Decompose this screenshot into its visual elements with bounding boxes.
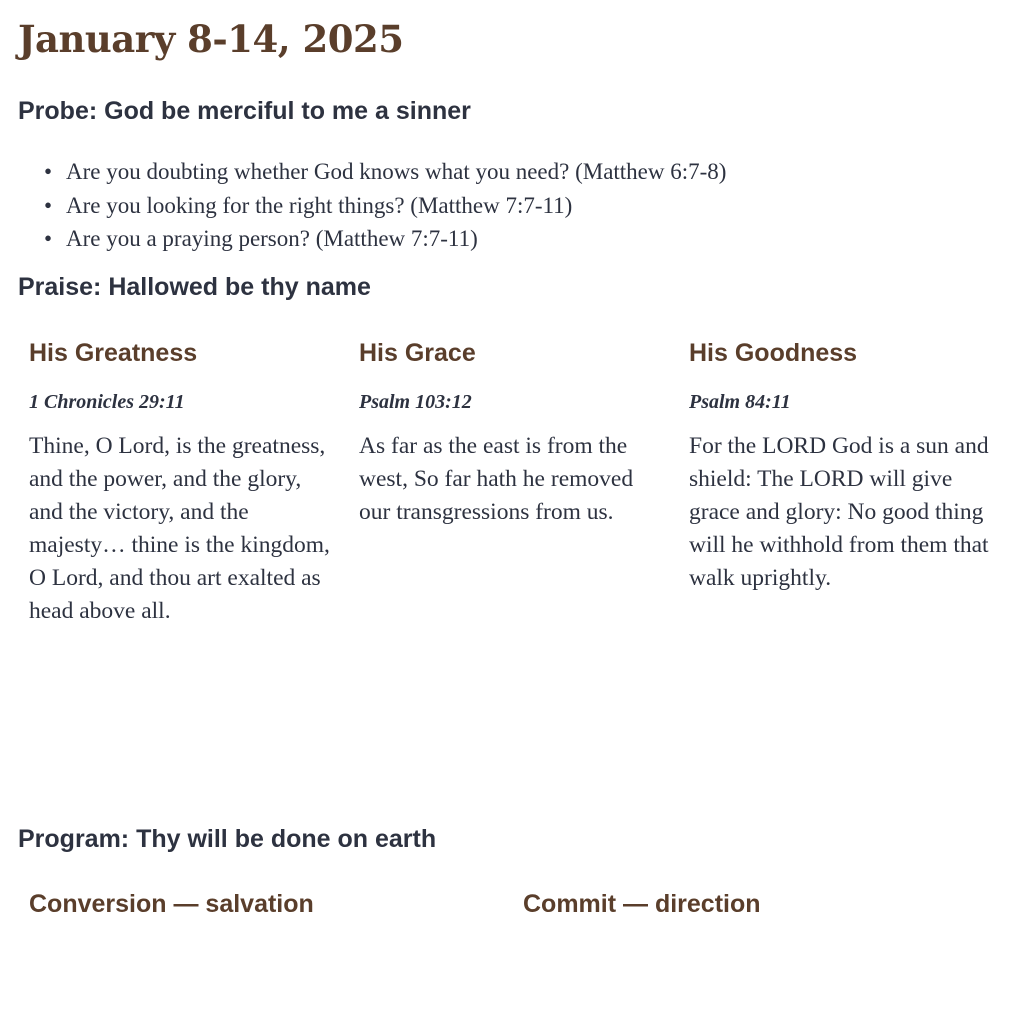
praise-column-heading: His Grace [359,339,476,367]
probe-question-text: Are you doubting whether God knows what you need? (Matthew 6:7-8) [66,159,727,184]
praise-column-grace [359,336,669,529]
probe-question-text: Are you looking for the right things? (Matthew 7:7-11) [66,192,573,218]
probe-question-text: Are you a praying person? (Matthew 7:7-11) [66,226,478,251]
probe-question-item [44,189,726,223]
praise-heading: Praise: Hallowed be thy name [18,273,371,301]
praise-column-heading: His Goodness [689,339,858,367]
scripture-text: For the LORD God is a sun and shield: The LORD will give grace and glory: No good thing will he withhold from them that walk uprightly. [689,433,989,591]
praise-column-greatness [29,336,339,628]
probe-heading: Probe: God be merciful to me a sinner [18,97,471,125]
bullet-icon: • [44,159,53,184]
probe-question-item [44,155,726,189]
probe-question-item [44,222,726,256]
scripture-reference: 1 Chronicles 29:11 [29,391,185,413]
scripture-reference: Psalm 84:11 [689,391,791,413]
bullet-icon: • [44,226,53,251]
scripture-text: As far as the east is from the west, So far hath he removed our transgressions from us. [359,433,634,525]
praise-column-goodness [689,336,999,595]
probe-question-list [44,155,726,256]
program-heading: Program: Thy will be done on earth [18,825,437,853]
scripture-text: Thine, O Lord, is the greatness, and the power, and the glory, and the victory, and the majesty… thine is the kingdom, O Lord, and thou art exalted as head above all. [29,433,330,624]
program-column-commit: Commit — direction [523,890,761,918]
praise-column-heading: His Greatness [29,339,198,367]
program-column-conversion: Conversion — salvation [29,890,314,918]
scripture-reference: Psalm 103:12 [359,391,472,413]
page-title: January 8-14, 2025 [18,17,404,61]
bullet-icon: • [44,192,53,218]
